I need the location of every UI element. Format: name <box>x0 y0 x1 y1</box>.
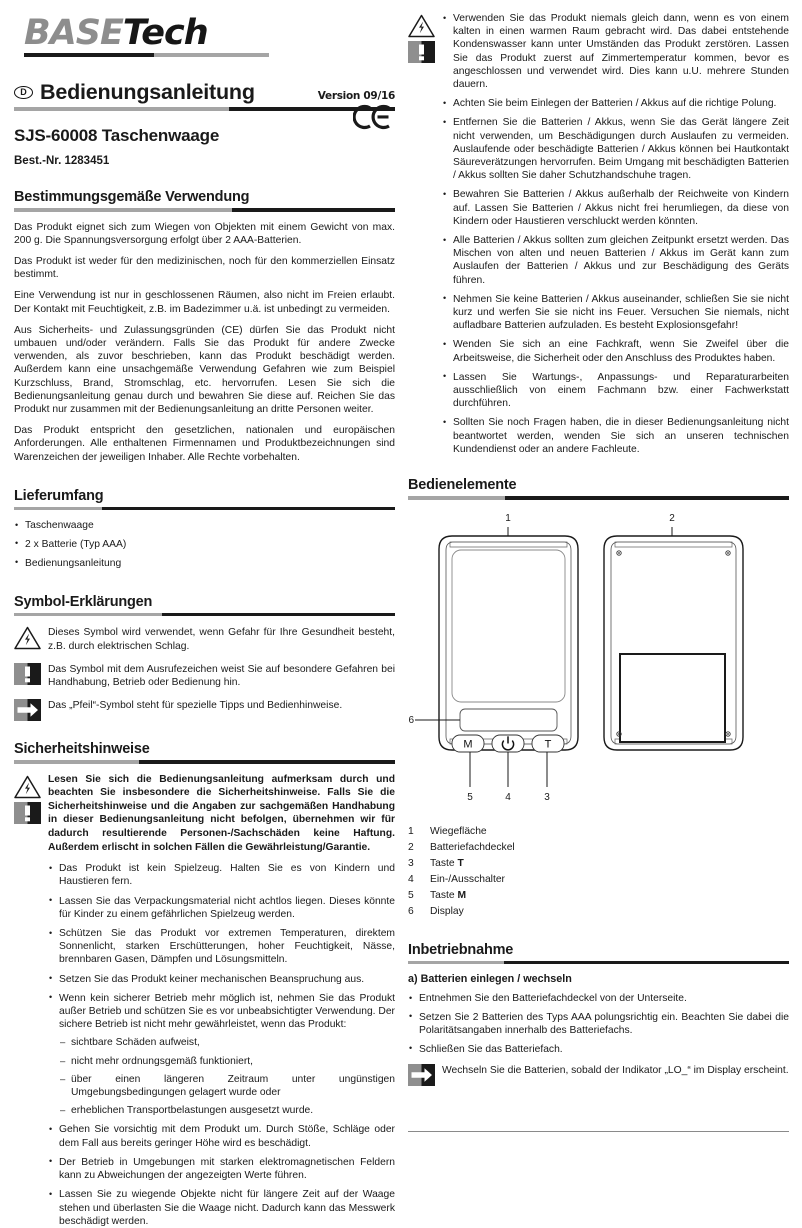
brand-name-part1: BASE <box>24 13 123 53</box>
safety-warning-block-continued <box>408 12 789 456</box>
list-item: • Schließen Sie das Batteriefach. <box>408 1043 789 1056</box>
legend-number: 5 <box>408 889 414 901</box>
section-heading: Bestimmungsgemäße Verwendung <box>14 189 250 205</box>
list-item: • Taschenwaage <box>14 519 395 532</box>
legend-number: 3 <box>408 857 414 869</box>
section-heading: Symbol-Erklärungen <box>14 593 153 610</box>
section-controls <box>408 477 789 920</box>
callout-2: 2 <box>669 512 675 524</box>
section-rule <box>14 613 395 617</box>
legend-text: Wiegefläche <box>430 825 487 837</box>
legend-row <box>408 840 789 856</box>
legend-label <box>430 872 789 888</box>
footer-marks <box>638 1130 788 1134</box>
list-item: • Sollten Sie noch Fragen haben, die in dieser Bedienungsanleitung nicht beantwortet werden, wenden Sie sich an unseren technischen Kundendienst oder an andere Fachleute. <box>442 416 789 456</box>
section-symbol-explanations <box>14 594 395 721</box>
section-safety <box>14 741 395 1228</box>
legend-label <box>430 856 789 872</box>
left-column <box>14 0 395 1228</box>
tip-text: Wechseln Sie die Batterien, sobald der Indikator „LO_“ im Display erscheint. <box>442 1064 789 1076</box>
legend-row <box>408 904 789 920</box>
list-item: • Alle Batterien / Akkus sollten zum gleichen Zeitpunkt ersetzt werden. Das Mischen von alten und neuen Batterien / Akkus im Gerät kann zum Auslaufen der Batterien / Akkus und zur Beschädigung des Geräts führen. <box>442 234 789 287</box>
page-title: Bedienungsanleitung <box>40 80 255 104</box>
subsection-heading: a) Batterien einlegen / wechseln <box>408 973 572 986</box>
legend-bold: T <box>457 857 464 869</box>
ce-logo-svg <box>353 104 393 130</box>
paragraph: Das Produkt ist weder für den medizinischen, noch für den kommerziellen Einsatz bestimmt. <box>14 255 395 281</box>
section-rule <box>14 208 395 212</box>
list-item: • Setzen Sie das Produkt keiner mechanischen Beanspruchung aus. <box>48 973 395 986</box>
symbol-description: Das Symbol mit dem Ausrufezeichen weist Sie auf besondere Gefahren bei Handhabung, Betrieb oder Bedienung hin. <box>48 663 395 688</box>
unsafe-sublist <box>59 1036 395 1117</box>
callout-4: 4 <box>505 791 511 803</box>
section-heading: Sicherheitshinweise <box>14 741 150 758</box>
button-m-label: M <box>463 738 473 751</box>
callout-5: 5 <box>467 791 473 803</box>
list-item: • Der Betrieb in Umgebungen mit starken elektromagnetischen Feldern kann zu Abweichungen der angezeigten Werte führen. <box>48 1156 395 1182</box>
safety-body <box>48 773 395 1228</box>
title-underline <box>14 107 395 111</box>
startup-bullet-list <box>408 992 789 1056</box>
safety-icon-group <box>14 773 48 824</box>
warning-triangle-lightning-icon <box>14 775 41 799</box>
legend-text: Batteriefachdeckel <box>430 841 515 853</box>
language-badge-icon: D <box>14 86 33 99</box>
section-heading: Bedienelemente <box>408 477 517 494</box>
legend-row <box>408 824 789 840</box>
legend-bold: M <box>457 889 467 901</box>
sublist-item: – sichtbare Schäden aufweist, <box>59 1036 395 1049</box>
list-item: • Gehen Sie vorsichtig mit dem Produkt um. Durch Stöße, Schläge oder dem Fall aus bereits geringer Höhe wird es beschädigt. <box>48 1123 395 1149</box>
ce-mark-icon <box>353 104 393 134</box>
legend-number: 6 <box>408 905 414 917</box>
legend-label <box>430 824 789 840</box>
scope-of-delivery-list <box>14 519 395 570</box>
list-item-unsafe-operation <box>48 992 395 1118</box>
section-heading: Inbetriebnahme <box>408 941 514 958</box>
list-item: • Achten Sie beim Einlegen der Batterien / Akkus auf die richtige Polung. <box>442 97 789 110</box>
list-item: • Entnehmen Sie den Batteriefachdeckel von der Unterseite. <box>408 992 789 1005</box>
list-item: • Bewahren Sie Batterien / Akkus außerhalb der Reichweite von Kindern auf. Lassen Sie Batterien / Akkus nicht frei herumliegen, da diese von Kindern oder Haustieren verschluckt werden könnten. <box>442 188 789 228</box>
symbol-row <box>14 662 395 689</box>
logo-underline <box>24 53 269 57</box>
safety-body <box>442 12 789 456</box>
list-item: • Schützen Sie das Produkt vor extremen Temperaturen, direktem Sonnenlicht, starken Erschütterungen, hoher Feuchtigkeit, Nässe, brennbaren Gasen, Dämpfen und Lösungsmitteln. <box>48 927 395 967</box>
list-item: • Verwenden Sie das Produkt niemals gleich dann, wenn es von einem kalten in einen warmen Raum gebracht wird. Das dabei entstehende Kondenswasser kann unter Umständen das Produkt zerstören. Lassen Sie das Produkt zuerst auf Zimmertemperatur kommen, bevor es angeschlossen und verwendet wird. Dies kann u.U. mehrere Stunden dauern. <box>442 12 789 91</box>
legend-label <box>430 840 789 856</box>
legend-text: Taste <box>430 857 458 869</box>
warning-triangle-lightning-icon <box>408 14 435 38</box>
symbol-description: Das „Pfeil“-Symbol steht für spezielle Tipps und Bedienhinweise. <box>48 700 343 712</box>
symbol-description: Dieses Symbol wird verwendet, wenn Gefahr für Ihre Gesundheit besteht, z.B. durch elektrischen Schlag. <box>48 627 395 652</box>
exclamation-mark-icon <box>14 802 41 824</box>
section-heading: Lieferumfang <box>14 487 104 504</box>
arrow-tip-icon <box>408 1063 442 1086</box>
section-intended-use <box>14 189 395 464</box>
tip-row <box>408 1063 789 1086</box>
legend-text: Taste <box>430 889 458 901</box>
paragraph: Das Produkt eignet sich zum Wiegen von Objekten mit einem Gewicht von max. 200 g. Die Spannungsversorgung erfolgt über 2 AAA-Batterien. <box>14 221 395 246</box>
list-item: • 2 x Batterie (Typ AAA) <box>14 538 395 551</box>
list-item: • Wenden Sie sich an eine Fachkraft, wenn Sie Zweifel über die Arbeitsweise, die Sicherheit oder den Anschluss des Produktes haben. <box>442 338 789 364</box>
section-rule <box>408 961 789 965</box>
safety-continued-block <box>408 12 789 456</box>
sublist-item: – über einen längeren Zeitraum unter ungünstigen Umgebungsbedingungen gelagert wurde oder <box>59 1073 395 1099</box>
legend-row <box>408 888 789 904</box>
section-rule <box>408 496 789 500</box>
brand-name-part2: Tech <box>122 13 208 53</box>
legend-label <box>430 904 789 920</box>
section-startup <box>408 942 789 1086</box>
legend-number: 1 <box>408 825 414 837</box>
paragraph: Eine Verwendung ist nur in geschlossenen Räumen, also nicht im Freien erlaubt. Der Kontakt mit Feuchtigkeit, z.B. im Badezimmer u.ä. ist unbedingt zu vermeiden. <box>14 290 395 315</box>
legend-text: Ein-/Ausschalter <box>430 873 505 885</box>
paragraph: Aus Sicherheits- und Zulassungsgründen (CE) dürfen Sie das Produkt nicht umbauen und/oder verändern. Falls Sie das Produkt für andere Zwecke verwenden, als zuvor beschrieben, kann das Produkt beschädigt werden. Außerdem kann eine unsachgemäße Verwendung Gefahren wie zum Beispiel Kurzschluss, Brand, Stromschlag, etc. hervorrufen. Lesen Sie sich die Bedienungsanleitung genau durch und bewahren Sie diese auf. Reichen Sie das Produkt nur zusammen mit der Bedienungsanleitung an dritte Personen weiter. <box>14 324 395 415</box>
arrow-tip-icon <box>14 698 48 721</box>
legend-row <box>408 872 789 888</box>
order-number: Best.-Nr. 1283451 <box>14 155 110 167</box>
warning-triangle-lightning-icon <box>14 625 48 650</box>
sublist-item: – erheblichen Transportbelastungen ausgesetzt wurde. <box>59 1104 395 1117</box>
button-t-label: T <box>544 738 552 751</box>
device-diagram <box>408 509 789 814</box>
section-rule <box>14 507 395 511</box>
model-name: SJS-60008 Taschenwaage <box>14 126 220 145</box>
callout-3: 3 <box>544 791 550 803</box>
exclamation-mark-icon <box>14 662 48 685</box>
controls-legend <box>408 824 789 920</box>
symbol-row <box>14 698 395 721</box>
exclamation-mark-icon <box>408 41 435 63</box>
callout-6: 6 <box>408 714 414 726</box>
list-item: • Das Produkt ist kein Spielzeug. Halten Sie es von Kindern und Haustieren fern. <box>48 862 395 888</box>
callout-1: 1 <box>505 512 511 524</box>
legend-number: 4 <box>408 873 414 885</box>
list-item: • Bedienungsanleitung <box>14 557 395 570</box>
safety-bullet-list-right <box>442 12 789 456</box>
legend-row <box>408 856 789 872</box>
legend-text: Display <box>430 905 464 917</box>
section-rule <box>14 760 395 764</box>
unsafe-intro-text: Wenn kein sicherer Betrieb mehr möglich ist, nehmen Sie das Produkt außer Betrieb und schützen Sie es vor unbeabsichtigter Verwendung. Der sichere Betrieb ist nicht mehr gewährleistet, wenn das Produkt: <box>59 992 395 1031</box>
list-item: • Lassen Sie zu wiegende Objekte nicht für längere Zeit auf der Waage stehen und überlasten Sie die Waage nicht. Dadurch kann das Messwerk beschädigt werden. <box>48 1188 395 1228</box>
legend-label <box>430 888 789 904</box>
section-scope-of-delivery <box>14 488 395 570</box>
safety-bold-intro: Lesen Sie sich die Bedienungsanleitung aufmerksam durch und beachten Sie insbesondere die Sicherheitshinweise. Falls Sie die Sicherheitshinweise und die Angaben zur sachgemäßen Handhabung in dieser Bedienungsanleitung nicht befolgen, übernehmen wir für dadurch resultierende Personen-/Sachschäden keine Haftung. Außerdem erlischt in solchen Fällen die Gewährleistung/Garantie. <box>48 773 395 853</box>
list-item: • Entfernen Sie die Batterien / Akkus, wenn Sie das Gerät längere Zeit nicht verwenden, um Beschädigungen durch Auslaufen zu vermeiden. Auslaufende oder beschädigte Batterien / Akkus können bei Hautkontakt Säureverätzungen hervorrufen. Beim Umgang mit beschädigten Batterien / Akkus sollten Sie daher Schutzhandschuhe tragen. <box>442 116 789 182</box>
sublist-item: – nicht mehr ordnungsgemäß funktioniert, <box>59 1055 395 1068</box>
right-column <box>408 0 789 1095</box>
safety-icon-group <box>408 12 442 63</box>
list-item: • Lassen Sie Wartungs-, Anpassungs- und Reparaturarbeiten ausschließlich von einem Fachmann bzw. einer Fachwerkstatt durchführen. <box>442 371 789 411</box>
brand-logo <box>14 14 395 58</box>
symbol-row <box>14 625 395 652</box>
paragraph: Das Produkt entspricht den gesetzlichen, nationalen und europäischen Anforderungen. Alle enthaltenen Firmennamen und Produktbezeichnungen sind Warenzeichen der jeweiligen Inhaber. Alle Rechte vorbehalten. <box>14 425 395 463</box>
safety-bullet-list <box>48 862 395 1228</box>
list-item: • Setzen Sie 2 Batterien des Typs AAA polungsrichtig ein. Beachten Sie dabei die Polaritätsangaben innerhalb des Batteriefachs. <box>408 1011 789 1037</box>
safety-warning-block <box>14 773 395 1228</box>
list-item: • Nehmen Sie keine Batterien / Akkus auseinander, schließen Sie sie nicht kurz und werfen Sie sie nicht ins Feuer. Versuchen Sie niemals, nicht aufladbare Batterien aufzuladen. Es besteht Explosionsgefahr! <box>442 293 789 333</box>
legend-number: 2 <box>408 841 414 853</box>
list-item: • Lassen Sie das Verpackungsmaterial nicht achtlos liegen. Dieses könnte für Kinder zu einem gefährlichen Spielzeug werden. <box>48 895 395 921</box>
version-label: Version 09/16 <box>317 90 395 102</box>
device-diagram-svg <box>408 509 789 814</box>
